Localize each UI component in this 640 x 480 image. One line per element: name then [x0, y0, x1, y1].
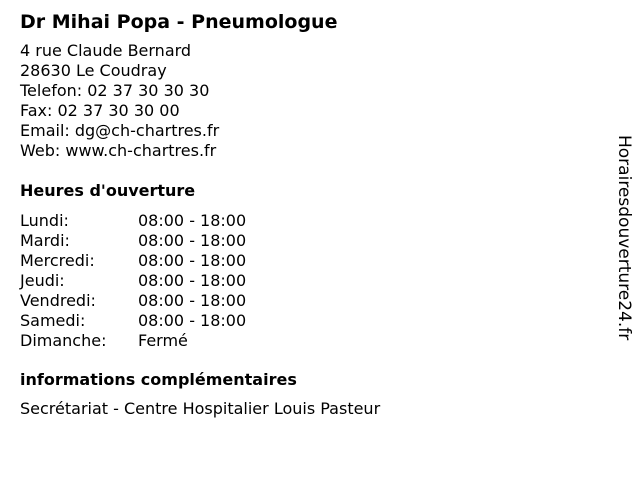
- day-label: Mercredi:: [20, 251, 95, 270]
- street-line: 4 rue Claude Bernard: [20, 41, 192, 60]
- hours-row-mardi: [20, 231, 580, 251]
- info-heading: informations complémentaires: [20, 370, 297, 389]
- business-title: Dr Mihai Popa - Pneumologue: [20, 11, 338, 33]
- hours-heading: Heures d'ouverture: [20, 181, 196, 200]
- hours-row-lundi: [20, 211, 580, 231]
- address-block: [20, 41, 580, 161]
- hours-row-dimanche: [20, 331, 580, 351]
- day-hours: 08:00 - 18:00: [138, 251, 247, 270]
- site-watermark: Horairesdouverture24.fr: [614, 135, 634, 341]
- day-label: Vendredi:: [20, 291, 96, 310]
- day-hours: 08:00 - 18:00: [138, 271, 247, 290]
- hours-table: [20, 211, 580, 351]
- info-text: Secrétariat - Centre Hospitalier Louis Pasteur: [20, 399, 381, 418]
- day-label: Samedi:: [20, 311, 86, 330]
- day-label: Dimanche:: [20, 331, 107, 350]
- fax-line: Fax: 02 37 30 30 00: [20, 101, 180, 120]
- day-label: Jeudi:: [20, 271, 65, 290]
- hours-row-jeudi: [20, 271, 580, 291]
- email-line[interactable]: Email: dg@ch-chartres.fr: [20, 121, 220, 140]
- web-line[interactable]: Web: www.ch-chartres.fr: [20, 141, 217, 160]
- business-card: [20, 9, 580, 419]
- day-label: Lundi:: [20, 211, 69, 230]
- hours-row-vendredi: [20, 291, 580, 311]
- hours-row-mercredi: [20, 251, 580, 271]
- day-hours: Fermé: [138, 331, 188, 350]
- day-hours: 08:00 - 18:00: [138, 311, 247, 330]
- day-label: Mardi:: [20, 231, 70, 250]
- day-hours: 08:00 - 18:00: [138, 211, 247, 230]
- city-line: 28630 Le Coudray: [20, 61, 167, 80]
- phone-line[interactable]: Telefon: 02 37 30 30 30: [20, 81, 210, 100]
- hours-row-samedi: [20, 311, 580, 331]
- day-hours: 08:00 - 18:00: [138, 231, 247, 250]
- day-hours: 08:00 - 18:00: [138, 291, 247, 310]
